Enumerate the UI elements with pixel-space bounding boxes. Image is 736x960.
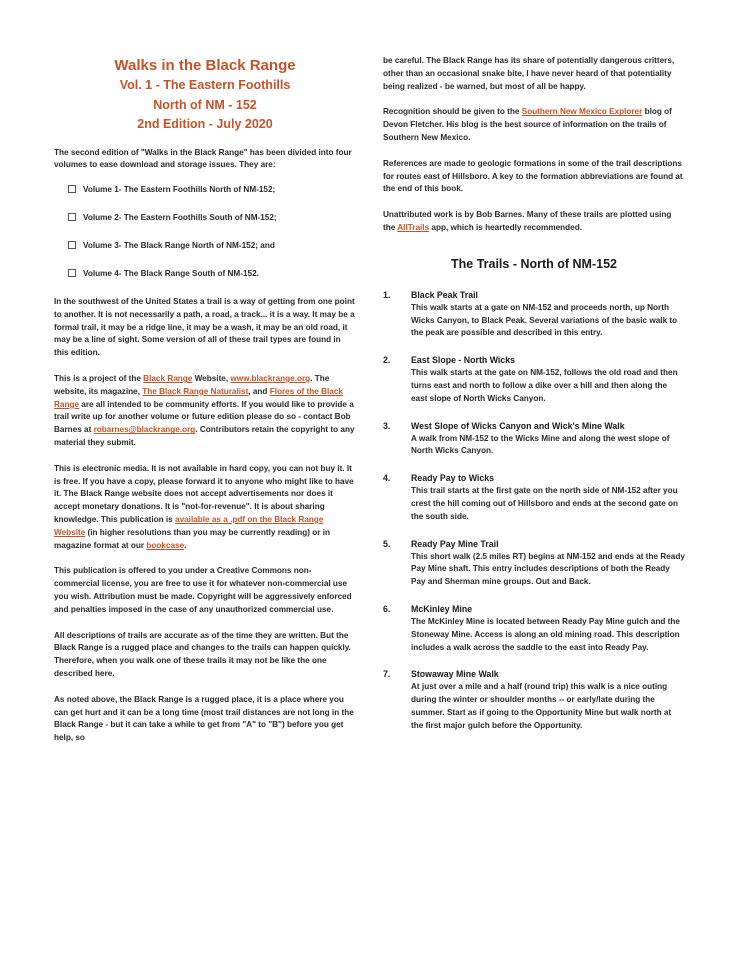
trail-name: Ready Pay to Wicks: [411, 473, 495, 484]
trail-description: At just over a mile and a half (round trip) this walk is a nice outing during the winter or shoulder months -- or early/late during the summer. Start as if going to the Opportunity Mine but walk north at the first major gulch before the Opportunity.: [411, 682, 672, 730]
trail-item: [383, 354, 685, 405]
flores-link[interactable]: Flores of the Black Range: [54, 386, 343, 409]
trail-number: 2.: [383, 355, 391, 366]
naturalist-link[interactable]: The Black Range Naturalist: [142, 386, 249, 396]
left-column: [54, 0, 356, 758]
trail-number: 3.: [383, 420, 391, 431]
trails-section-title: The Trails - North of NM-152: [451, 256, 617, 271]
right-column: [383, 0, 685, 747]
trail-description: This walk starts at a gate on NM-152 and proceeds north, up North Wicks Canyon, to Black Peak. Several variations of the basic walk to the peak are possible and described in this entry.: [411, 302, 678, 338]
document-title: Walks in the Black Range: [114, 57, 296, 74]
black-range-link[interactable]: Black Range: [143, 374, 193, 384]
electronic-media-paragraph: This is electronic media. It is not available in hard copy, you can not buy it. It is free. If you have a copy, please forward it to anyone who might like to have it. The Black Range website does not accept advertisements nor does it accept monetary donations. It is "not-for-revenue". It is about sharing knowledge. This publication is available as a .pdf on the Black Range Website (in higher resolutions than you may be currently reading) or in magazine format at our bookcase.: [54, 463, 354, 550]
project-paragraph: This is a project of the Black Range Website, www.blackrange.org. The website, its magazine, The Black Range Naturalist, and Flores of the Black Range are all intended to be community efforts. If you would like to provide a trail write up for another volume or future edition please do so - contact Bob Barnes at robarnes@blackrange.org. Contributors retain the copyright to any material they submit.: [54, 374, 355, 448]
trail-name: East Slope - North Wicks: [411, 355, 516, 366]
checkbox-icon: [68, 241, 76, 249]
accuracy-paragraph: All descriptions of trails are accurate as of the time they are written. But the Black Range is a rugged place and changes to the trails can happen quickly. Therefore, when you walk one of these trails it may not be like the one described here.: [54, 630, 351, 679]
unattributed-paragraph: Unattributed work is by Bob Barnes. Many of these trails are plotted using the AllTrails app, which is heartedly recommended.: [383, 210, 672, 232]
trail-item: [383, 668, 685, 732]
trail-description: This short walk (2.5 miles RT) begins at NM-152 and ends at the Ready Pay Mine shaft. This entry includes descriptions of both the Ready Pay and Sherman mine groups. Out and Back.: [411, 551, 685, 587]
trail-description: This walk starts at the gate on NM-152, follows the old road and then turns east and north to follow a dike over a hill and then along the east slope of North Wicks Canyon.: [411, 368, 678, 403]
volume-item: Volume 2- The Eastern Foothills South of NM-152;: [68, 212, 356, 224]
references-paragraph: References are made to geologic formations in some of the trail descriptions for routes east of Hillsboro. A key to the formation abbreviations are found at the end of this book.: [383, 158, 683, 194]
alltrails-link[interactable]: AllTrails: [397, 222, 430, 232]
title-block: [54, 56, 356, 135]
bookcase-link[interactable]: bookcase: [146, 540, 185, 550]
volume-list: [68, 184, 356, 280]
trail-name: Stowaway Mine Walk: [411, 669, 499, 680]
trail-list: [383, 289, 685, 733]
recognition-paragraph: Recognition should be given to the Southern New Mexico Explorer blog of Devon Fletcher. His blog is the best source of information on the trails of Southern New Mexico.: [383, 107, 672, 142]
trail-description: The McKinley Mine is located between Ready Pay Mine gulch and the Stoneway Mine. Access is along an old mining road. This description includes a walk across the saddle to the east into Ready Pay.: [411, 616, 680, 652]
trail-number: 4.: [383, 473, 391, 484]
volume-item: Volume 4- The Black Range South of NM-152.: [68, 268, 356, 280]
trail-name: Ready Pay Mine Trail: [411, 538, 499, 549]
volume-subtitle: Vol. 1 - The Eastern Foothills: [119, 78, 291, 92]
edition-subtitle: 2nd Edition - July 2020: [137, 117, 273, 131]
trail-name: West Slope of Wicks Canyon and Wick's Mine Walk: [411, 420, 625, 431]
trail-number: 1.: [383, 289, 391, 300]
volume-item: Volume 3- The Black Range North of NM-152; and: [68, 240, 356, 252]
email-link[interactable]: robarnes@blackrange.org: [93, 425, 196, 435]
checkbox-icon: [68, 213, 76, 221]
trail-definition-paragraph: In the southwest of the United States a trail is a way of getting from one point to another. It is not necessarily a path, a road, a track... it is a way. It may be a formal trail, it may be a ridge line, it may be a wash, it may be an old road, it may be a line of sight. Some version of all of these trail types are found in this edition.: [54, 297, 355, 358]
area-subtitle: North of NM - 152: [153, 97, 257, 112]
trail-name: Black Peak Trail: [411, 289, 478, 300]
explorer-blog-link[interactable]: Southern New Mexico Explorer: [521, 107, 643, 117]
trail-item: [383, 289, 685, 340]
volume-item: Volume 1- The Eastern Foothills North of NM-152;: [68, 184, 356, 196]
trail-item: [383, 420, 685, 459]
trail-name: McKinley Mine: [411, 603, 473, 614]
checkbox-icon: [68, 269, 76, 277]
trail-number: 7.: [383, 669, 391, 680]
checkbox-icon: [68, 185, 76, 193]
trail-item: [383, 472, 685, 523]
intro-paragraph: The second edition of "Walks in the Black Range" has been divided into four volumes to ease download and storage issues. They are:: [54, 147, 352, 170]
trail-number: 5.: [383, 538, 391, 549]
rugged-paragraph: As noted above, the Black Range is a rugged place, it is a place where you can get hurt and it can be a long time (most trail distances are not long in the Black Range - but it can take a while to get from "A" to "B") before you get help, so: [54, 694, 354, 743]
pdf-link[interactable]: available as a .pdf on the Black Range Website: [54, 515, 324, 537]
trail-description: This trail starts at the first gate on the north side of NM-152 after you crest the hill coming out of Hillsboro and ends at the second gate on the south side.: [411, 486, 679, 521]
trail-item: [383, 538, 685, 589]
trail-number: 6.: [383, 603, 391, 614]
website-link[interactable]: www.blackrange.org: [230, 374, 311, 384]
careful-paragraph: be careful. The Black Range has its share of potentially dangerous critters, other than an occasional snake bite, I have never heard of that potentiality being realized - be warned, but most of all be happy.: [383, 56, 675, 91]
license-paragraph: This publication is offered to you under a Creative Commons non-commercial license, you are free to use it for whatever non-commercial use you wish. Attribution must be made. Copyright will be aggressively enforced and penalties imposed in the case of any unauthorized commercial use.: [54, 566, 352, 614]
trail-item: [383, 603, 685, 654]
trail-description: A walk from NM-152 to the Wicks Mine and along the west slope of North Wicks Canyon.: [411, 433, 670, 456]
